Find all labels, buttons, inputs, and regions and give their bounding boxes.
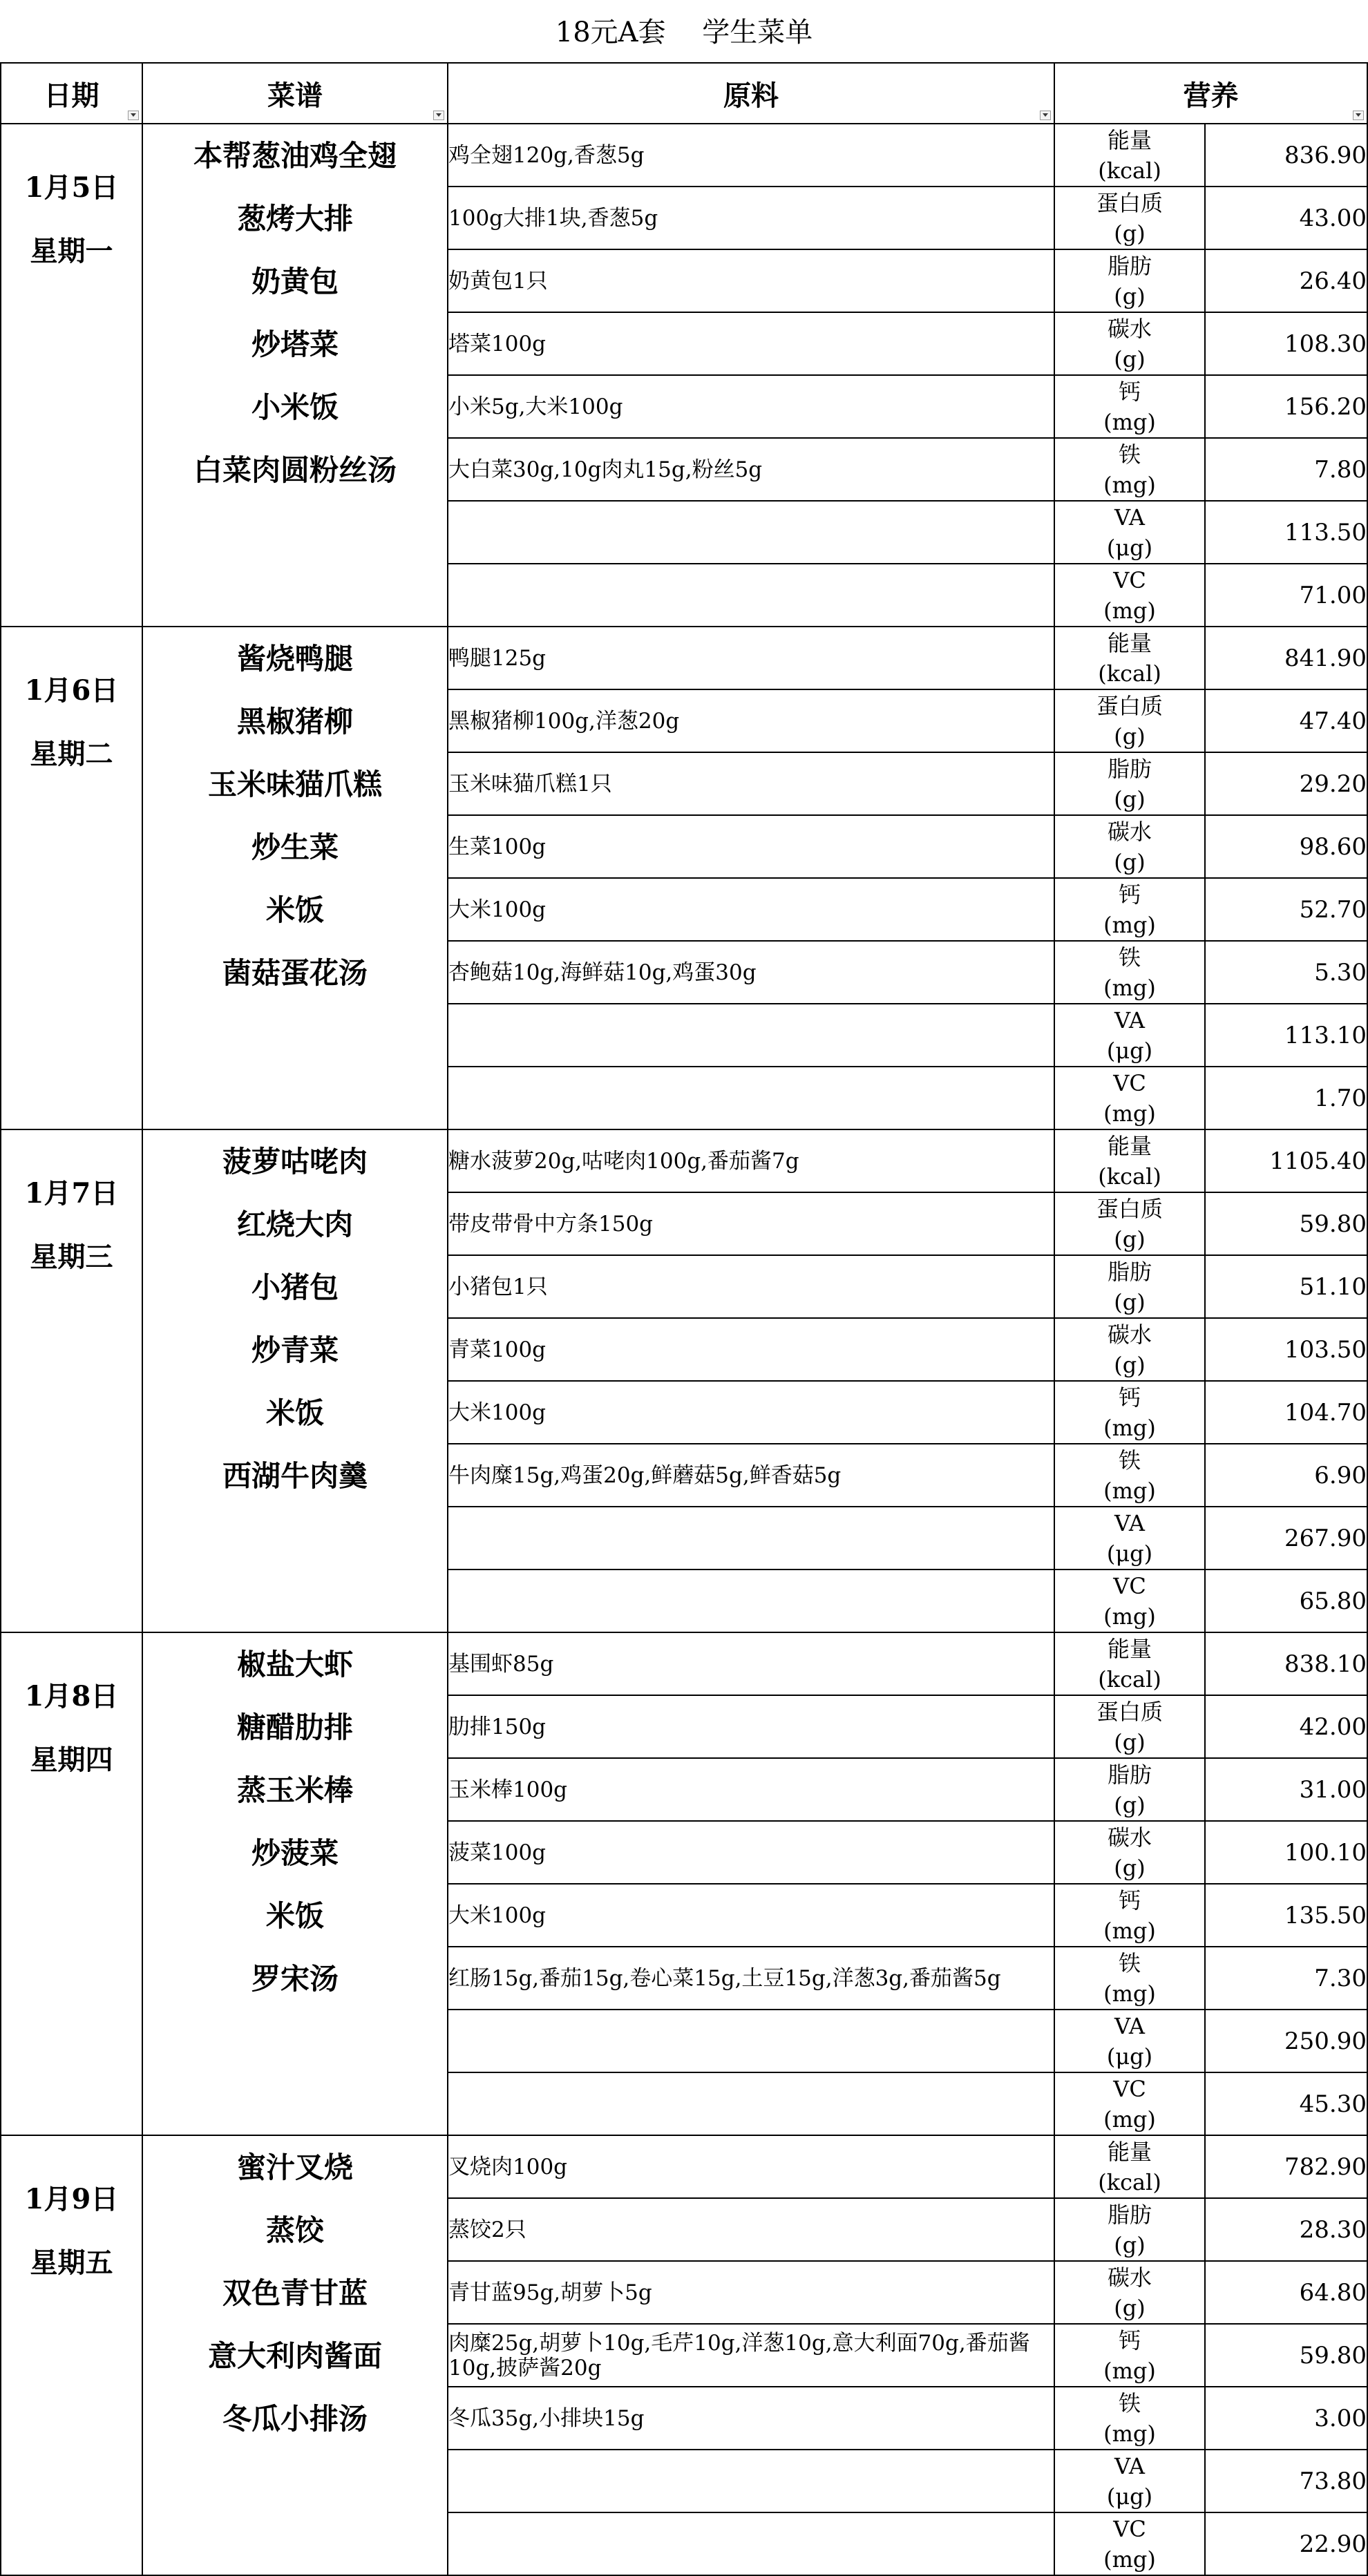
dish-name: 冬瓜小排汤 [222,2402,368,2436]
ingredient-cell [448,2450,1054,2512]
dish-name: 玉米味猫爪糕 [207,767,382,801]
menu-body [1,124,1367,2575]
nutrient-label [1054,1884,1205,1947]
ingredient-cell: 黑椒猪柳100g,洋葱20g [448,689,1054,752]
table-row [1,1129,1367,1192]
nutrient-name: VA [1114,1006,1146,1033]
dish-name: 黑椒猪柳 [236,705,353,738]
nutrient-name: VC [1113,566,1146,593]
nutrient-name: 铁 [1118,2389,1141,2416]
ingredient-cell [448,2512,1054,2575]
weekday-text: 星期二 [30,738,113,770]
nutrient-name: 碳水 [1107,315,1152,342]
ingredient-cell: 菠菜100g [448,1821,1054,1884]
header-row [1,63,1367,124]
header-ingredients-label: 原料 [723,79,779,112]
nutrient-name: 蛋白质 [1096,1195,1163,1222]
nutrient-unit: (mg) [1103,1917,1156,1944]
nutrient-name: 蛋白质 [1096,189,1163,216]
nutrient-name: 铁 [1118,1447,1141,1473]
ingredient-cell: 杏鲍菇10g,海鲜菇10g,鸡蛋30g [448,941,1054,1004]
weekday-text: 星期一 [30,235,113,267]
ingredient-cell [448,2072,1054,2135]
header-dish-label: 菜谱 [267,79,323,112]
ingredient-cell: 玉米棒100g [448,1758,1054,1821]
nutrient-name: VC [1113,1572,1146,1599]
date-text: 1月8日 [24,1680,119,1712]
nutrient-value: 65.80 [1205,1570,1367,1632]
nutrient-value: 6.90 [1205,1444,1367,1507]
ingredient-cell: 肋排150g [448,1695,1054,1758]
nutrient-label [1054,2261,1205,2324]
nutrient-unit: (g) [1114,848,1146,875]
nutrient-name: 碳水 [1107,1321,1152,1348]
nutrient-name: 能量 [1107,629,1152,656]
nutrient-name: 脂肪 [1107,2201,1152,2228]
nutrient-name: 铁 [1118,1949,1141,1976]
nutrient-unit: (μg) [1106,2043,1153,2070]
dish-name: 红烧大肉 [236,1208,353,1241]
nutrient-unit: (μg) [1106,1037,1153,1064]
dish-name: 小猪包 [251,1270,339,1304]
nutrient-name: 能量 [1107,2138,1152,2165]
nutrient-name: 钙 [1118,881,1141,908]
nutrient-unit: (mg) [1103,1980,1156,2007]
ingredient-cell: 鸭腿125g [448,627,1054,689]
date-cell [1,1632,142,2135]
nutrient-unit: (kcal) [1098,1666,1161,1692]
nutrient-label [1054,312,1205,375]
dish-cell [142,1632,448,2135]
dish-name: 白菜肉圆粉丝汤 [193,453,397,487]
nutrient-value: 103.50 [1205,1318,1367,1381]
nutrient-unit: (μg) [1106,534,1153,561]
dish-cell [142,2135,448,2575]
nutrient-unit: (g) [1114,283,1146,309]
nutrient-name: 能量 [1107,1132,1152,1159]
nutrient-unit: (g) [1114,1728,1146,1755]
nutrient-name: 铁 [1118,944,1141,971]
ingredient-cell: 大米100g [448,878,1054,941]
nutrient-label [1054,1695,1205,1758]
nutrient-unit: (mg) [1103,2106,1156,2133]
dish-cell [142,1129,448,1632]
nutrient-unit: (g) [1114,345,1146,372]
nutrient-value: 113.50 [1205,501,1367,564]
nutrient-value: 59.80 [1205,1192,1367,1255]
nutrient-unit: (g) [1114,1791,1146,1818]
nutrient-label [1054,2072,1205,2135]
nutrient-value: 73.80 [1205,2450,1367,2512]
dish-name: 米饭 [265,1899,324,1933]
weekday-text: 星期五 [30,2246,113,2279]
nutrient-unit: (μg) [1106,1540,1153,1567]
ingredient-cell: 红肠15g,番茄15g,卷心菜15g,土豆15g,洋葱3g,番茄酱5g [448,1947,1054,2010]
nutrient-label [1054,2010,1205,2072]
ingredient-cell: 大白菜30g,10g肉丸15g,粉丝5g [448,438,1054,501]
weekday-text: 星期四 [30,1744,113,1776]
nutrient-name: VA [1114,504,1146,531]
ingredient-cell: 大米100g [448,1884,1054,1947]
nutrient-unit: (mg) [1103,2546,1156,2573]
nutrient-name: 脂肪 [1107,1258,1152,1285]
nutrient-value: 836.90 [1205,124,1367,187]
dish-name: 蜜汁叉烧 [236,2150,353,2184]
nutrient-label [1054,1632,1205,1695]
nutrient-name: 脂肪 [1107,1761,1152,1788]
nutrient-label [1054,1758,1205,1821]
nutrient-value: 250.90 [1205,2010,1367,2072]
dish-name: 奶黄包 [251,265,339,298]
nutrient-value: 45.30 [1205,2072,1367,2135]
page-title: 18元A套 学生菜单 [555,17,813,48]
nutrient-label [1054,627,1205,689]
table-row [1,627,1367,689]
nutrient-name: 钙 [1118,1887,1141,1914]
nutrient-unit: (mg) [1103,1603,1156,1630]
nutrient-value: 7.30 [1205,1947,1367,2010]
nutrient-value: 3.00 [1205,2387,1367,2450]
dish-name: 椒盐大虾 [236,1648,353,1681]
nutrient-label [1054,438,1205,501]
nutrient-value: 108.30 [1205,312,1367,375]
ingredient-cell: 奶黄包1只 [448,249,1054,312]
nutrient-unit: (g) [1114,1351,1146,1378]
nutrient-unit: (mg) [1103,1477,1156,1504]
nutrient-unit: (mg) [1103,1414,1156,1441]
weekday-text: 星期三 [30,1241,113,1273]
ingredient-cell [448,1507,1054,1570]
date-cell [1,1129,142,1632]
ingredient-cell [448,1004,1054,1067]
date-cell [1,2135,142,2575]
dish-name: 罗宋汤 [251,1962,339,1996]
table-row [1,2135,1367,2198]
nutrient-label [1054,1192,1205,1255]
nutrient-label [1054,1570,1205,1632]
ingredient-cell [448,501,1054,564]
nutrient-name: VA [1114,1509,1146,1536]
nutrient-unit: (mg) [1103,471,1156,498]
dish-name: 炒菠菜 [251,1836,339,1870]
nutrient-name: VC [1113,1069,1146,1096]
nutrient-label [1054,2387,1205,2450]
nutrient-name: 碳水 [1107,1824,1152,1851]
nutrient-name: 钙 [1118,378,1141,405]
dish-name: 西湖牛肉羹 [222,1459,368,1493]
nutrient-label [1054,752,1205,815]
nutrient-label [1054,2512,1205,2575]
nutrient-name: VC [1113,2075,1146,2102]
filter-dropdown-icon[interactable] [433,111,444,120]
ingredient-cell: 小猪包1只 [448,1255,1054,1318]
nutrient-unit: (kcal) [1098,660,1161,687]
nutrient-unit: (mg) [1103,408,1156,435]
nutrient-unit: (mg) [1103,597,1156,624]
nutrient-name: 钙 [1118,2327,1141,2354]
header-nutrition-label: 营养 [1183,79,1239,112]
nutrient-unit: (mg) [1103,2357,1156,2384]
nutrient-unit: (mg) [1103,2420,1156,2447]
nutrient-label [1054,124,1205,187]
ingredient-cell [448,1067,1054,1129]
ingredient-cell: 生菜100g [448,815,1054,878]
dish-name: 小米饭 [251,390,339,424]
nutrient-label [1054,187,1205,249]
nutrient-unit: (kcal) [1098,157,1161,184]
nutrient-unit: (mg) [1103,911,1156,938]
dish-name: 炒生菜 [251,830,339,864]
ingredient-cell: 冬瓜35g,小排块15g [448,2387,1054,2450]
table-row [1,1632,1367,1695]
nutrient-label [1054,2198,1205,2261]
nutrient-label [1054,1129,1205,1192]
ingredient-cell: 基围虾85g [448,1632,1054,1695]
nutrient-unit: (mg) [1103,974,1156,1001]
nutrient-name: 脂肪 [1107,252,1152,279]
nutrient-value: 28.30 [1205,2198,1367,2261]
nutrient-value: 47.40 [1205,689,1367,752]
nutrient-value: 26.40 [1205,249,1367,312]
nutrient-name: 碳水 [1107,2264,1152,2291]
nutrient-name: 碳水 [1107,818,1152,845]
ingredient-cell: 青菜100g [448,1318,1054,1381]
nutrient-unit: (g) [1114,1854,1146,1881]
ingredient-cell: 玉米味猫爪糕1只 [448,752,1054,815]
nutrient-value: 135.50 [1205,1884,1367,1947]
nutrient-unit: (μg) [1106,2483,1153,2510]
nutrient-unit: (g) [1114,1288,1146,1315]
nutrient-value: 52.70 [1205,878,1367,941]
nutrient-label [1054,2135,1205,2198]
dish-name: 炒塔菜 [251,327,339,361]
nutrient-label [1054,249,1205,312]
nutrient-value: 156.20 [1205,375,1367,438]
nutrient-label [1054,815,1205,878]
ingredient-cell: 牛肉糜15g,鸡蛋20g,鲜蘑菇5g,鲜香菇5g [448,1444,1054,1507]
nutrient-unit: (g) [1114,785,1146,812]
nutrient-label [1054,1255,1205,1318]
date-text: 1月9日 [24,2183,119,2215]
nutrient-label [1054,2324,1205,2387]
nutrient-unit: (kcal) [1098,2168,1161,2195]
ingredient-cell: 鸡全翅120g,香葱5g [448,124,1054,187]
filter-dropdown-icon[interactable] [1353,111,1364,120]
nutrient-label [1054,1381,1205,1444]
ingredient-cell [448,1570,1054,1632]
filter-dropdown-icon[interactable] [1040,111,1051,120]
nutrient-value: 71.00 [1205,564,1367,627]
dish-name: 蒸玉米棒 [236,1773,353,1807]
nutrient-unit: (g) [1114,2294,1146,2321]
header-nutrition [1054,63,1367,124]
nutrient-label [1054,1821,1205,1884]
dish-name: 菠萝咕咾肉 [222,1145,368,1179]
header-ingredients [448,63,1054,124]
dish-name: 糖醋肋排 [236,1710,353,1744]
nutrient-value: 98.60 [1205,815,1367,878]
dish-name: 米饭 [265,893,324,927]
ingredient-cell [448,2010,1054,2072]
nutrient-label [1054,1444,1205,1507]
dish-name: 双色青甘蓝 [222,2276,368,2310]
dish-name: 意大利肉酱面 [207,2339,382,2373]
nutrient-value: 104.70 [1205,1381,1367,1444]
dish-name: 炒青菜 [251,1333,339,1367]
nutrient-label [1054,1947,1205,2010]
nutrient-value: 59.80 [1205,2324,1367,2387]
nutrient-name: VC [1113,2515,1146,2542]
nutrient-label [1054,1004,1205,1067]
nutrient-label [1054,375,1205,438]
dish-name: 米饭 [265,1396,324,1430]
nutrient-value: 1.70 [1205,1067,1367,1129]
ingredient-cell: 带皮带骨中方条150g [448,1192,1054,1255]
nutrient-label [1054,564,1205,627]
dish-name: 酱烧鸭腿 [236,642,353,676]
filter-dropdown-icon[interactable] [128,111,139,120]
nutrient-unit: (g) [1114,1225,1146,1252]
nutrient-name: 钙 [1118,1384,1141,1411]
date-cell [1,627,142,1129]
nutrient-label [1054,1318,1205,1381]
nutrient-label [1054,941,1205,1004]
nutrient-label [1054,878,1205,941]
nutrient-name: 能量 [1107,126,1152,153]
date-text: 1月5日 [24,171,119,204]
nutrient-unit: (g) [1114,220,1146,247]
nutrient-name: 铁 [1118,441,1141,468]
nutrient-name: 能量 [1107,1635,1152,1662]
dish-cell [142,627,448,1129]
dish-name: 菌菇蛋花汤 [222,956,368,990]
nutrient-value: 64.80 [1205,2261,1367,2324]
header-date [1,63,142,124]
nutrient-label [1054,501,1205,564]
ingredient-cell: 叉烧肉100g [448,2135,1054,2198]
nutrient-value: 7.80 [1205,438,1367,501]
header-dish [142,63,448,124]
nutrient-value: 43.00 [1205,187,1367,249]
ingredient-cell: 大米100g [448,1381,1054,1444]
nutrient-label [1054,689,1205,752]
nutrient-value: 782.90 [1205,2135,1367,2198]
nutrient-unit: (mg) [1103,1100,1156,1127]
nutrient-name: 蛋白质 [1096,1698,1163,1725]
nutrient-value: 113.10 [1205,1004,1367,1067]
date-text: 1月6日 [24,674,119,707]
table-row [1,124,1367,187]
nutrient-value: 267.90 [1205,1507,1367,1570]
dish-cell [142,124,448,627]
ingredient-cell: 糖水菠萝20g,咕咾肉100g,番茄酱7g [448,1129,1054,1192]
ingredient-cell: 蒸饺2只 [448,2198,1054,2261]
nutrient-unit: (g) [1114,2231,1146,2258]
nutrient-name: VA [1114,2012,1146,2039]
dish-name: 蒸饺 [265,2213,324,2247]
nutrient-value: 31.00 [1205,1758,1367,1821]
nutrient-name: 蛋白质 [1096,692,1163,719]
nutrient-value: 29.20 [1205,752,1367,815]
nutrient-value: 100.10 [1205,1821,1367,1884]
header-date-label: 日期 [44,79,99,112]
nutrient-value: 42.00 [1205,1695,1367,1758]
ingredient-cell: 青甘蓝95g,胡萝卜5g [448,2261,1054,2324]
nutrient-unit: (kcal) [1098,1163,1161,1190]
ingredient-cell: 塔菜100g [448,312,1054,375]
nutrient-label [1054,2450,1205,2512]
dish-name: 本帮葱油鸡全翅 [193,139,397,173]
nutrient-value: 838.10 [1205,1632,1367,1695]
date-text: 1月7日 [24,1177,119,1210]
date-cell [1,124,142,627]
nutrient-value: 5.30 [1205,941,1367,1004]
nutrient-value: 841.90 [1205,627,1367,689]
ingredient-cell: 100g大排1块,香葱5g [448,187,1054,249]
ingredient-cell: 肉糜25g,胡萝卜10g,毛芹10g,洋葱10g,意大利面70g,番茄酱10g,披萨酱20g [448,2324,1054,2387]
menu-table [0,62,1368,2576]
nutrient-value: 51.10 [1205,1255,1367,1318]
dish-name: 葱烤大排 [236,202,353,236]
nutrient-value: 22.90 [1205,2512,1367,2575]
ingredient-cell: 小米5g,大米100g [448,375,1054,438]
nutrient-name: 脂肪 [1107,755,1152,782]
nutrient-label [1054,1067,1205,1129]
nutrient-unit: (g) [1114,723,1146,750]
nutrient-label [1054,1507,1205,1570]
ingredient-cell [448,564,1054,627]
nutrient-name: VA [1114,2452,1146,2479]
nutrient-value: 1105.40 [1205,1129,1367,1192]
